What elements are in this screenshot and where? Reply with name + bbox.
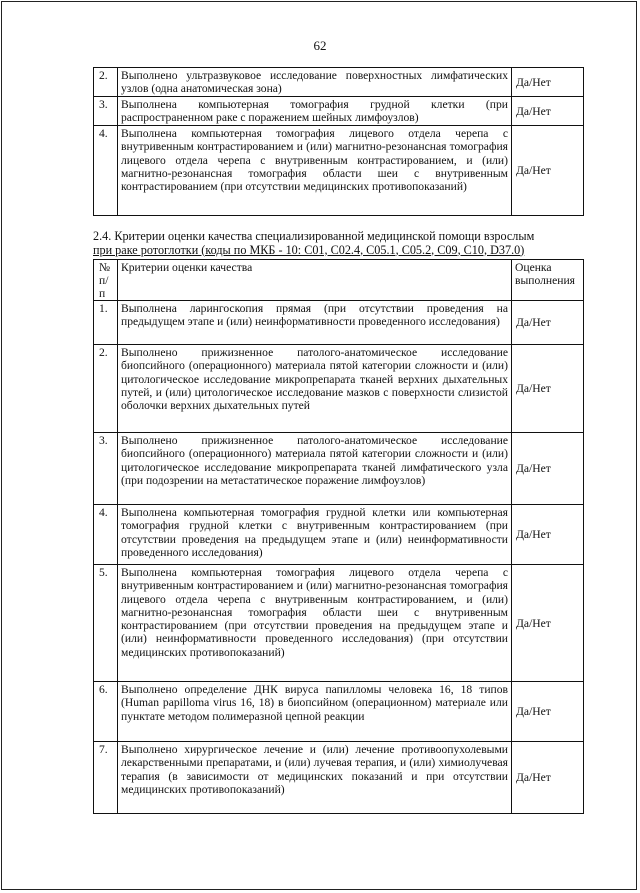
assessment-value: Да/Нет bbox=[512, 742, 584, 814]
continued-criteria-table bbox=[93, 67, 584, 216]
criterion-text: Выполнена компьютерная томография грудной клетки или компьютерная томография грудной клетки с внутривенным контрастированием (при отсутствии проведения на предыдущем этапе и (или) неинформативности проведенного исследования) bbox=[118, 505, 512, 565]
assessment-value: Да/Нет bbox=[512, 345, 584, 433]
row-number: 4. bbox=[94, 126, 118, 216]
criterion-text: Выполнена компьютерная томография лицевого отдела черепа с внутривенным контрастированием и (или) магнитно-резонансная томография лицевого отдела черепа с внутривенным контрастированием, и (или) магнитно-резонансная томография области шеи с внутривенным контрастированием (при отсутствии медицинских противопоказаний) bbox=[118, 126, 512, 216]
criterion-text: Выполнена ларингоскопия прямая (при отсутствии проведения на предыдущем этапе и (или) неинформативности проведенного исследования) bbox=[118, 301, 512, 345]
table-row bbox=[94, 565, 584, 682]
criterion-text: Выполнено ультразвуковое исследование поверхностных лимфатических узлов (одна анатомическая зона) bbox=[118, 68, 512, 97]
assessment-value: Да/Нет bbox=[512, 126, 584, 216]
row-number: 1. bbox=[94, 301, 118, 345]
header-score-line-2: выполнения bbox=[515, 274, 575, 288]
row-number: 5. bbox=[94, 565, 118, 682]
criterion-text: Выполнено хирургическое лечение и (или) лечение противоопухолевыми лекарственными препаратами, и (или) лучевая терапия, и (или) химиолучевая терапия (в зависимости от медицинских показаний и при отсутствии медицинских противопоказаний) bbox=[118, 742, 512, 814]
criterion-text: Выполнено прижизненное патолого-анатомическое исследование биопсийного (операционного) материала пятой категории сложности и (или) цитологическое исследование микропрепарата тканей верхних дыхательных путей, и (или) цитологическое исследование мазков с поверхности слизистой оболочки верхних дыхательных путей bbox=[118, 345, 512, 433]
table-row bbox=[94, 345, 584, 433]
criterion-text: Выполнено прижизненное патолого-анатомическое исследование биопсийного (операционного) материала пятой категории сложности и (или) цитологическое исследование микропрепарата тканей лимфатического узла (при подозрении на метастатическое поражение лимфоузлов) bbox=[118, 433, 512, 505]
assessment-value: Да/Нет bbox=[512, 97, 584, 126]
section-heading-line-1: 2.4. Критерии оценки качества специализированной медицинской помощи взрослым bbox=[93, 229, 535, 243]
table-row bbox=[94, 301, 584, 345]
table-row bbox=[94, 97, 584, 126]
header-number bbox=[94, 260, 118, 301]
row-number: 3. bbox=[94, 433, 118, 505]
criterion-text: Выполнена компьютерная томография грудной клетки (при распространенном раке с поражением шейных лимфоузлов) bbox=[118, 97, 512, 126]
criterion-text: Выполнено определение ДНК вируса папилломы человека 16, 18 типов (Human papilloma virus 16, 18) в биопсийном (операционном) материале или пунктате методом полимеразной цепной реакции bbox=[118, 682, 512, 742]
row-number: 3. bbox=[94, 97, 118, 126]
table-header-row bbox=[94, 260, 584, 301]
assessment-value: Да/Нет bbox=[512, 682, 584, 742]
section-heading bbox=[93, 230, 584, 257]
assessment-value: Да/Нет bbox=[512, 301, 584, 345]
header-criteria: Критерии оценки качества bbox=[118, 260, 512, 301]
table-row bbox=[94, 433, 584, 505]
row-number: 4. bbox=[94, 505, 118, 565]
assessment-value: Да/Нет bbox=[512, 68, 584, 97]
assessment-value: Да/Нет bbox=[512, 565, 584, 682]
table-row bbox=[94, 68, 584, 97]
assessment-value: Да/Нет bbox=[512, 433, 584, 505]
assessment-value: Да/Нет bbox=[512, 505, 584, 565]
header-number-line-1: № bbox=[99, 261, 111, 274]
table-row bbox=[94, 126, 584, 216]
header-number-line-2: п/п bbox=[99, 274, 109, 300]
header-score bbox=[512, 260, 584, 301]
row-number: 2. bbox=[94, 68, 118, 97]
header-score-line-1: Оценка bbox=[515, 261, 552, 274]
page-number: 62 bbox=[313, 38, 327, 53]
criteria-table bbox=[93, 259, 584, 814]
row-number: 7. bbox=[94, 742, 118, 814]
table-row bbox=[94, 505, 584, 565]
criterion-text: Выполнена компьютерная томография лицевого отдела черепа с внутривенным контрастированием и (или) магнитно-резонансная томография лицевого отдела черепа с внутривенным контрастированием, и (или) магнитно-резонансная томография области шеи с внутривенным контрастированием (при отсутствии проведения на предыдущем этапе и (или) неинформативности проведенного исследования) (при отсутствии медицинских противопоказаний) bbox=[118, 565, 512, 682]
table-row bbox=[94, 742, 584, 814]
table-row bbox=[94, 682, 584, 742]
row-number: 6. bbox=[94, 682, 118, 742]
row-number: 2. bbox=[94, 345, 118, 433]
section-heading-line-2: при раке ротоглотки (коды по МКБ - 10: C01, C02.4, C05.1, C05.2, C09, C10, D37.0) bbox=[93, 242, 525, 257]
